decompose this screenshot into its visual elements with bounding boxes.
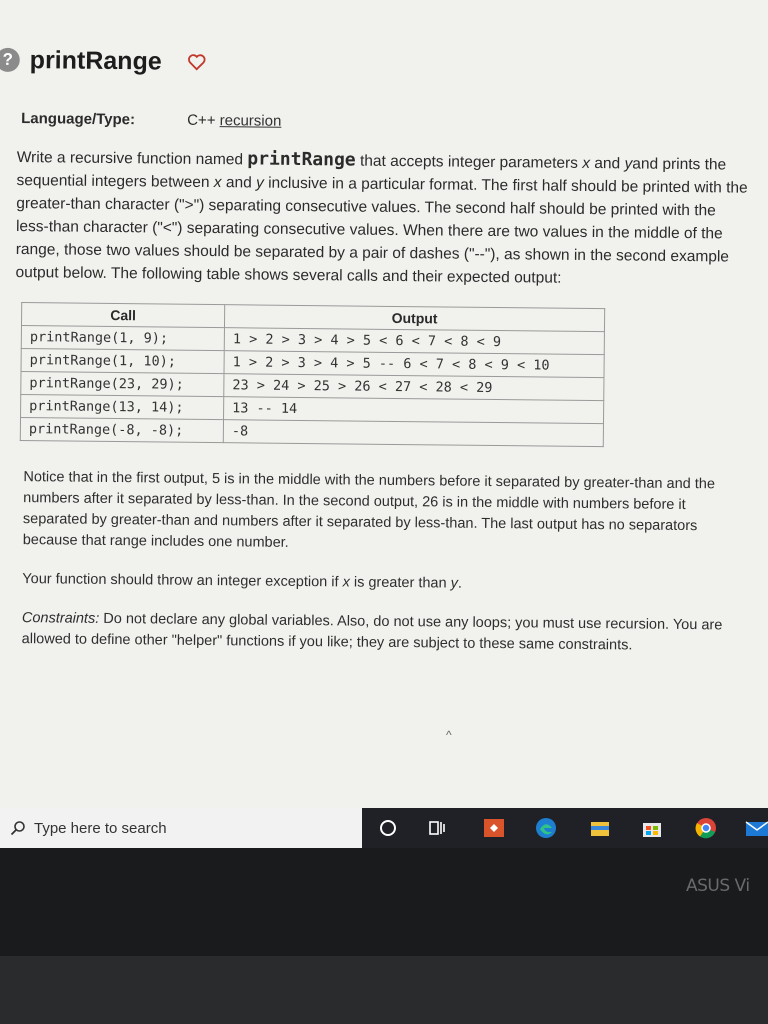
help-icon[interactable]: ? — [0, 48, 20, 72]
output-cell: -8 — [223, 420, 603, 447]
output-cell: 1 > 2 > 3 > 4 > 5 < 6 < 7 < 8 < 9 — [224, 328, 604, 355]
output-cell: 23 > 24 > 25 > 26 < 27 < 28 < 29 — [224, 374, 604, 401]
mail-icon[interactable] — [744, 816, 768, 840]
var-x: x — [342, 574, 350, 591]
call-cell: printRange(-8, -8); — [20, 418, 223, 443]
language-label: Language/Type: — [21, 110, 136, 129]
output-cell: 1 > 2 > 3 > 4 > 5 -- 6 < 7 < 8 < 9 < 10 — [224, 351, 604, 378]
exception-text: Your function should throw an integer exception if — [22, 571, 343, 591]
search-placeholder: Type here to search — [34, 819, 167, 837]
app-icon[interactable] — [482, 816, 506, 840]
exception-text: is greater than — [349, 574, 451, 592]
constraints-paragraph — [22, 608, 742, 658]
desc-text: that accepts integer parameters — [355, 152, 583, 172]
var-y: y — [255, 174, 264, 192]
edge-icon[interactable] — [534, 816, 558, 840]
task-view-icon[interactable] — [426, 816, 450, 840]
exception-text: . — [457, 575, 462, 592]
header-call: Call — [21, 303, 224, 328]
var-y: y — [450, 575, 458, 592]
store-icon[interactable] — [640, 816, 664, 840]
cortana-icon[interactable] — [376, 816, 400, 840]
monitor-bezel — [0, 956, 768, 1024]
taskbar — [0, 808, 768, 848]
caret-up-icon: ^ — [446, 728, 452, 742]
desc-text: Write a recursive function named — [16, 148, 248, 169]
title-row — [0, 38, 758, 90]
desc-text: and — [589, 154, 625, 173]
example-table — [20, 302, 605, 447]
problem-content — [2, 38, 758, 658]
heart-icon[interactable] — [186, 51, 208, 73]
chrome-icon[interactable] — [694, 816, 718, 840]
constraints-text: Do not declare any global variables. Also, do not use any loops; you must use recursion. You are allowed to define other "helper" functions if you like; they are subject to these same constraints. — [21, 610, 723, 654]
function-name: printRange — [247, 148, 356, 171]
file-explorer-icon[interactable] — [588, 816, 612, 840]
search-icon — [10, 820, 26, 836]
desc-text: inclusive in a particular format. The first half should be printed with the greater-than character (">") separating consecutive values. The second half should be printed with the less-than character ("<") separating consecutive values. When there are two values in the middle of the range, those two values should be separated by a pair of dashes ("--"), as shown in the second example output below. The following table shows several calls and their expected output: — [15, 174, 748, 287]
language-value: C++ — [187, 111, 216, 130]
var-x: x — [213, 174, 222, 192]
call-cell: printRange(1, 9); — [21, 326, 224, 351]
language-row — [17, 110, 757, 135]
table-row — [20, 418, 603, 447]
var-y: y — [624, 155, 633, 173]
problem-description — [15, 145, 752, 292]
constraints-label: Constraints: — [21, 610, 100, 627]
call-cell: printRange(23, 29); — [21, 372, 224, 397]
header-output: Output — [224, 305, 604, 332]
call-cell: printRange(1, 10); — [21, 349, 224, 374]
desc-text: and — [221, 174, 257, 192]
exception-paragraph — [22, 569, 742, 598]
desc-text: and prints the sequential integers between — [16, 155, 727, 192]
notice-paragraph: Notice that in the first output, 5 is in the middle with the numbers before it separated by greater-than and the numbers after it separated by less-than. In the second output, 26 is in the middle with numbers before it separated by greater-than and numbers after it separated by less-than. The last output has no separators because that range includes one number. — [22, 469, 716, 551]
monitor-brand-label: ASUS Vi — [686, 876, 750, 896]
var-x: x — [582, 154, 591, 172]
page-title: printRange — [29, 45, 162, 76]
output-cell: 13 -- 14 — [224, 397, 604, 424]
call-cell: printRange(13, 14); — [21, 395, 224, 420]
taskbar-search-box[interactable] — [0, 808, 362, 848]
recursion-link[interactable]: recursion — [219, 112, 282, 130]
